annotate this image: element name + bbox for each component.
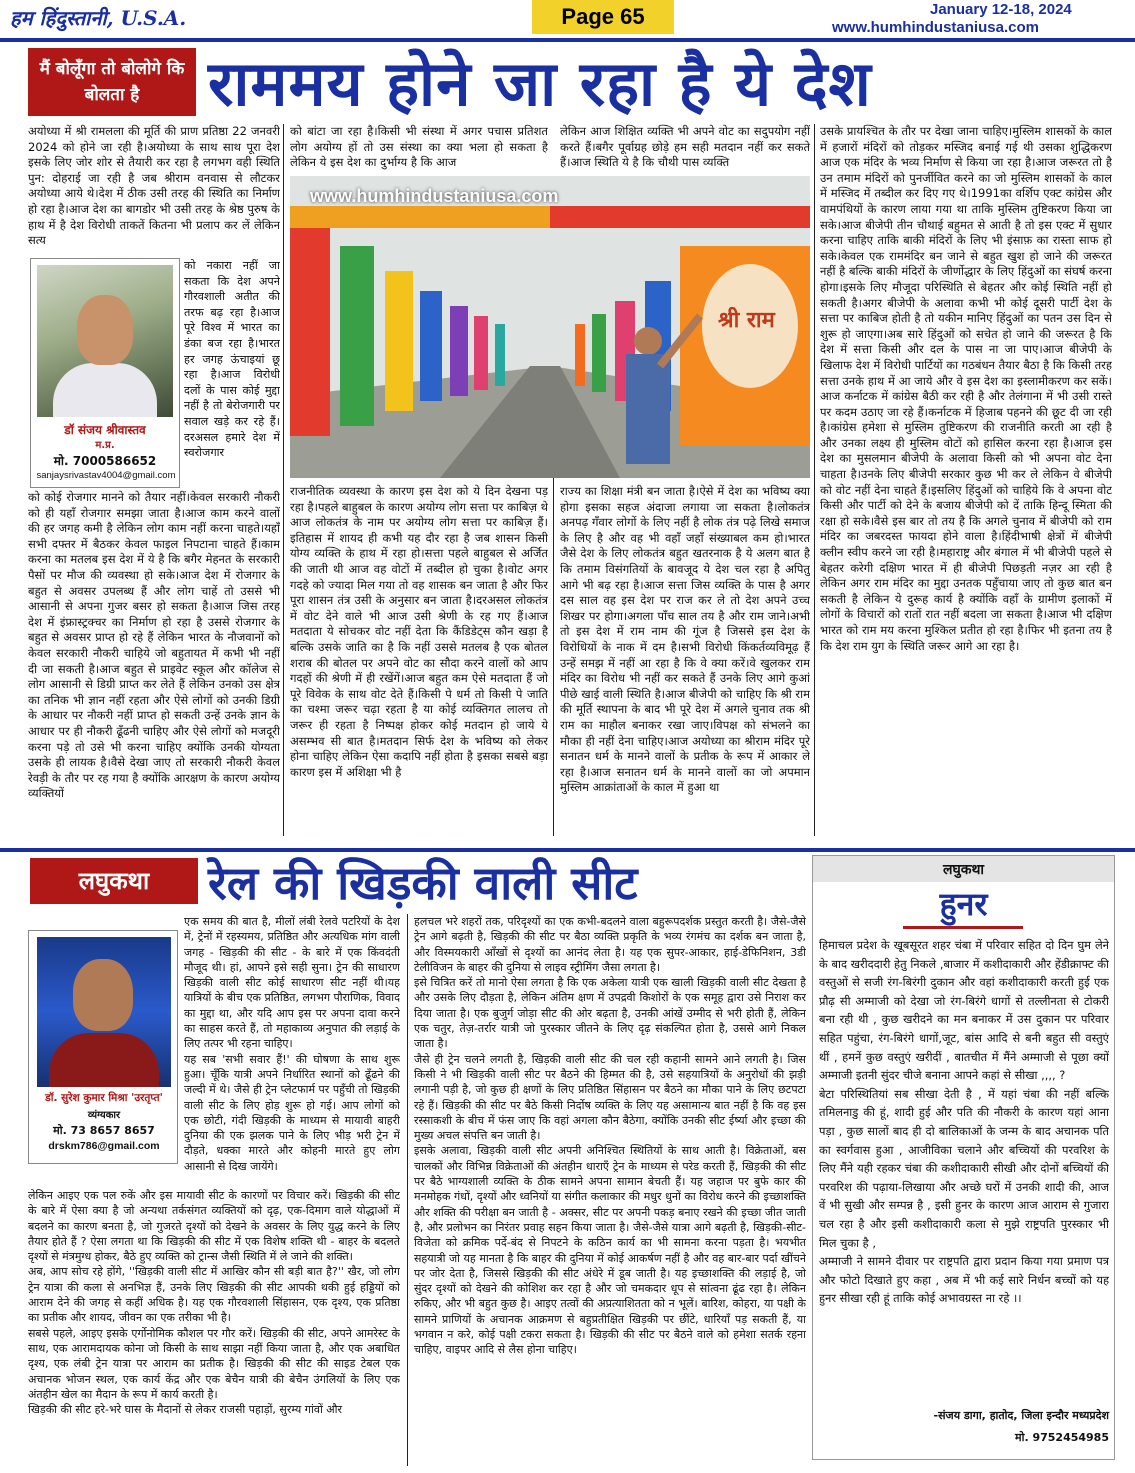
photo-sign-text: श्री राम [718, 308, 775, 333]
story2-col2: हलचल भरे शहरों तक, परिदृश्यों का एक कभी-बदलने वाला बहुरूपदर्शक प्रस्तुत करती है। जैसे-जैसे ट्रेन आगे बढ़ती है, खिड़की की सीट पर बैठा व्यक्ति प्रकृति के भव्य रंगमंच का दर्शक बन जाता है, और विस्मयकारी आँखों से दृश्यों का आनंद लेता है। यह एक सुपर-आकार, हाई-डेफिनिशन, 3डी टेलीविजन के बाहर की दुनिया से लाइव स्ट्रीमिंग जैसा लगता है। इसे चित्रित करें तो मानो ऐसा लगता है कि एक अकेला यात्री एक खाली खिड़की वाली सीट देखता है और उसके लिए दौड़ता है, लेकिन अंतिम क्षण में उपद्रवी किशोरों के एक समूह द्वारा उसे निराश कर दिया जाता है। एक बुजुर्ग जोड़ा सीट की ओर बढ़ता है, उनकी आंखें उम्मीद से भरी होती हैं, लेकिन एक चतुर, तेज़-तर्रार यात्री जो पुरस्कार जीतने के लिए दृढ़ संकल्पित होता है, उससे आगे निकल जाता है। जैसे ही ट्रेन चलने लगती है, खिड़की वाली सीट की चल रही कहानी सामने आने लगती है। जिस किसी ने भी खिड़की वाली सीट पर बैठने की हिम्मत की है, उसे सहयात्रियों के अनुरोधों की झड़ी लगानी पड़ी है, जो कुछ ही क्षणों के लिए प्रतिष्ठित सिंहासन पर बैठने का मौका पाने के लिए छटपटा रहे हैं। खिड़की की सीट पर बैठे किसी निर्दोष व्यक्ति के लिए यह असामान्य बात नहीं है कि वह इस रस्साकशी के बीच में फंस जाए कि वहां अगला कौन बैठेगा, क्योंकि उनकी सीट ईर्ष्या और इच्छा की मुख्य अचल संपत्ति बन जाती है। इसके अलावा, खिड़की वाली सीट अपनी अनिश्चित स्थितियों के साथ आती है। विक्रेताओं, बस चालकों और विभिन्न विक्रेताओं की अंतहीन धाराएँ ट्रेन के माध्यम से परेड करती हैं, खिड़की की सीट पर बैठे भाग्यशाली व्यक्ति के ठीक सामने अपना सामान बेचती हैं। यह जहाज पर बुफे कार की मनमोहक गंधों, दृश्यों और ध्वनियों या संगीत कलाकार की मधुर धुनों का विरोध करने की इच्छाशक्ति और शक्ति की परीक्षा बन जाती है - अक्सर, सीट पर अपनी पकड़ बनाए रखने की इच्छा जीत जाती है, और प्रलोभन का निरंतर प्रवाह सहन किया जाता है। जैसे-जैसे यात्रा आगे बढ़ती है, खिड़की-सीट-विजेता को क्रमिक पर्दे-बंद से निपटने के कठिन कार्य का भी सामना करना पड़ता है। भयभीत सहयात्री जो यह मानता है कि बाहर की दुनिया में कोई आकर्षण नहीं है और वह बार-बार पर्दा खींचने पर जोर देता है, जिससे खिड़की की सीट अंधेरे में डूब जाती है। यह इच्छाशक्ति की लड़ाई है, जो सुंदर दृश्यों को देखने की कोशिश कर रहा है और जो चमकदार धूप से सांत्वना ढूंढ रहा है। लेकिन रुकिए, और भी बहुत कुछ है। आइए तत्वों की अप्रत्याशितता को न भूलें। बारिश, कोहरा, या पक्षी के सामने प्राणियों के अचानक आक्रमण से बहुप्रतीक्षित खिड़की पर छींटे, धारियाँ पड़ सकती हैं, या भगवान न करे, कोई पक्षी टकरा सकता है। खिड़की की सीट पर बैठने वाले को हमेशा सतर्क रहना चाहिए, वाइपर आदि से लैस होना चाहिए। [414, 915, 806, 1357]
side-signature: -संजय डागा, हातोद, जिला इन्दौर मध्यप्रदेश [933, 1409, 1109, 1422]
story1-col1-bottom: को कोई रोजगार मानने को तैयार नहीं।केवल सरकारी नौकरी को ही यहाँ रोजगार समझा जाता है।आज काम करने वालों की हर जगह कमी है लेकिन लोग काम नहीं करना चाहते।यहाँ सभी दफ्तर में बैठकर केवल फाइल निपटाना चाहते हैं।काम करना का मतलब इस देश में ये है कि बगैर मेहनत के सरकारी पैसों पर मौज की व्यवस्था हो सके।आज देश में रोजगार के बहुत से अवसर उपलब्ध हैं और लोग चाहें तो उससे भी आसानी से अपना गुजर बसर हो सकता है।आज जिस तरह देश में इंफ्रास्ट्रक्चर का निर्माण हो रहा है उससे रोजगार के बहुत से अवसर प्राप्त हो रहे हैं लेकिन भारत के नौजवानों को केवल सरकारी नौकरी चाहिये जो बहुतायत में कभी भी नहीं दी जा सकती है।आज बहुत से प्राइवेट स्कूल और कॉलेज से लोग आसानी से डिग्री प्राप्त कर लेते हैं लेकिन उनको उस क्षेत्र का तनिक भी ज्ञान नहीं रहता और ऐसे लोगों को उनकी डिग्री के आधार पर नौकरी नहीं प्राप्त हो सकती उन्हें उनके ज्ञान के आधार पर ही नौकरी ढूँढनी चाहिए और ऐसे लोगों को मजदूरी करना पड़े तो उसे भी करना चाहिए क्योंकि उनकी योग्यता उसके ही लायक है।वैसे देखा जाए तो सरकारी नौकरी केवल रेवड़ी के तौर पर रह गया है क्योंकि आरक्षण के कारण अयोग्य व्यक्तियों [28, 490, 280, 801]
author-phone: मो. 7000586652 [53, 454, 157, 468]
header-rule [0, 38, 1135, 42]
paper-name: हम हिंदुस्तानी, U.S.A. [10, 6, 187, 30]
column-divider [283, 124, 284, 836]
side-story-box [812, 855, 1115, 1460]
author-location: म.प्र. [95, 440, 115, 451]
side-tag: लघुकथा [942, 862, 985, 878]
author-name: डॉ संजय श्रीवास्तव [64, 423, 146, 437]
story2-col1-bottom: लेकिन आइए एक पल रुकें और इस मायावी सीट के कारणों पर विचार करें। खिड़की की सीट के बारे में ऐसा क्या है जो अन्यथा तर्कसंगत व्यक्तियों को दृढ़, एक-दिमाग वाले योद्धाओं में बदलने का कारण बनता है, जो गुजरते दृश्यों को देखने के अवसर के लिए युद्ध करने के लिए तैयार होते हैं ? ऐसा लगता था कि खिड़की की सीट में एक विशेष शक्ति थी - बाहर के बदलते दृश्यों से मंत्रमुग्ध होकर, बैठे हुए व्यक्ति को ट्रान्स जैसी स्थिति में ले जाने की शक्ति। अब, आप सोच रहे होंगे, ''खिड़की वाली सीट में आखिर कौन सी बड़ी बात है?'' खैर, जो लोग ट्रेन यात्रा की कला से अनभिज्ञ हैं, उनके लिए खिड़की की सीट आपकी थकी हुई हड्डियों को आराम देने की जगह से कहीं अधिक है। यह एक गौरवशाली सिंहासन, एक दृश्य, एक प्रतिष्ठा का प्रतीक और शायद, जीवन का एक तरीका भी है। सबसे पहले, आइए इसके एर्गोनोमिक कौशल पर गौर करें। खिड़की की सीट, अपने आमरेस्ट के साथ, एक आरामदायक कोना जो किसी के साथ साझा नहीं किया जाता है, और एक अबाधित दृश्य, एक लंबी ट्रेन यात्रा पर आराम का प्रतीक है। खिड़की की सीट की साइड टेबल एक अचानक भोजन स्थल, एक कार्य केंद्र और एक बेचैन यात्री की बेचैन उंगलियों के लिए एक अंतहीन खेल का मैदान के रूप में कार्य करती है। खिड़की की सीट हरे-भरे घास के मैदानों से लेकर राजसी पहाड़ों, सुरम्य गांवों और [28, 1189, 400, 1417]
story2-col1-top: एक समय की बात है, मीलों लंबी रेलवे पटरियों के देश में, ट्रेनों में रहस्यमय, प्रतिष्ठित और अत्यधिक मांग वाली जगह - खिड़की की सीट - के बारे में एक किंवदंती मौजूद थी। हां, आपने इसे सही सुना। ट्रेन की साधारण खिड़की वाली सीट कोई साधारण सीट नहीं थी।यह यात्रियों के बीच एक प्रतिष्ठित, लगभग पौराणिक, विवाद का मुद्दा था, और यदि आप इस पर अपना दावा करने का साहस करते हैं, तो महाकाव्य अनुपात की लड़ाई के लिए तत्पर भी रहना चाहिए। यह सब 'सभी सवार हैं!' की घोषणा के साथ शुरू हुआ। चूँकि यात्री अपने निर्धारित स्थानों को ढूँढने की जल्दी में थे। जैसे ही ट्रेन प्लेटफार्म पर पहुँची तो खिड़की वाली सीट के लिए होड़ शुरू हो गई। आप लोगों को एक छोटी, गंदी खिड़की के माध्यम से मायावी बाहरी दुनिया की एक झलक पाने के लिए भीड़ भरी ट्रेन में दौड़ते, धक्का मारते और कोहनी मारते हुए लोग आसानी से दिख जायेंगे। [184, 915, 400, 1173]
author-email[interactable]: sanjaysrivastav4004@gmail.com [36, 470, 176, 481]
story1-col4: उसके प्रायश्चित के तौर पर देखा जाना चाहिए।मुस्लिम शासकों के काल में हजारों मंदिरों को तोड़कर मस्जिद बनाई गई थी उसका शुद्धिकरण आज एक मंदिर के भव्य निर्माण से किया जा रहा है।आज जरूरत तो है उन तमाम मंदिरों को पुनर्जीवित करने का जो मुस्लिम शासकों के काल में मस्जिद में तब्दील कर दिए गए थे।1991का वर्शिप एक्ट कांग्रेस और वामपंथियों के कारण लाया गया था ताकि मुस्लिम तुष्टिकरण किया जा सके।आज बीजेपी तीन चौथाई बहुमत से आती है तो इस एक्ट में सुधार करना चाहिए ताकि बाकी मंदिरों के लिए भी इंसाफ़ का रास्ता साफ हो सके।केवल एक राममंदिर बन जाने से बहुत खुश हो जाने की जरूरत नहीं है बल्कि बाकी मंदिरों के जीर्णोद्धार के लिए हिंदुओं का संघर्ष करना होगा।इसके लिए मौजूदा परिस्थिति से बेहतर और कोई स्थिति नहीं हो सकती है।अगर बीजेपी के अलावा कभी भी कोई दूसरी पार्टी देश के सत्ता पर काबिज होती है तो यकीन मानिए हिंदुओं का पतन उस दिन से शुरू हो जाएगा।अब सारे हिंदुओं को सचेत हो जाने की जरूरत है कि देश में सत्ता किसी और दल के पास ना जा पाए।आज बीजेपी के खिलाफ देश में विरोधी पार्टियों का गठबंधन तैयार बैठा है कि किसी तरह सत्ता उनके हाथ में आ जाये और वे इस देश का इस्लामीकरण कर सकें।आज कर्नाटक में कांग्रेस बैठी कर रही है और तेलंगाना में भी उसी रास्ते पर कदम उठाए जा रहे हैं।कर्नाटक में हिजाब पहनने की छूट दी जा रही है।कांग्रेस हमेशा से मुस्लिम तुष्टिकरण की राजनीति करती आ रही है और उनका लक्ष्य ही मुस्लिम वोटों को हासिल करना रहा है।आज इस देश का मुसलमान बीजेपी के अलावा किसी को भी अपना वोट देना चाहता है।उनके लिए बीजेपी सरकार कुछ भी कर ले लेकिन वे बीजेपी को वोट नहीं देना चाहते हैं।इसलिए हिंदुओं को चाहिये कि वे अपना वोट किसी और पार्टी को देने के बजाय बीजेपी को दें ताकि हिन्दू स्मिता की रक्षा हो सके।वैसे इस बार तो तय है कि अगले चुनाव में बीजेपी को राम मंदिर का जबरदस्त फायदा होने वाला है।हिंदीभाषी क्षेत्रों में बीजेपी क्लीन स्वीप करने जा रही है।महाराष्ट्र और बंगाल में भी बीजेपी पहले से बेहतर करेगी दक्षिण भारत में ही बीजेपी पिछड़ती नज़र आ रही है लेकिन अगर राम मंदिर का मुद्दा उनतक पहुँचाया जाए तो कुछ बात बन सकती है लेकिन ये दुरूह कार्य है क्योंकि वहाँ के ग्रामीण इलाकों में लोगों के विचारों को रातों रात नहीं बदला जा सकता है।आज भी दक्षिण भारत को राम मय करना मुश्किल प्रतीत हो रहा है।फिर भी इतना तय है कि देश राम युग के स्थिति जरूर आगे आ रहा है। [820, 124, 1112, 653]
column-divider [553, 478, 554, 836]
issue-date: January 12-18, 2024 [930, 1, 1072, 18]
main-headline: राममय होने जा रहा है ये देश [208, 47, 872, 120]
author-photo [37, 265, 173, 417]
story1-col1-side: को नकारा नहीं जा सकता कि देश अपने गौरवशाली अतीत की तरफ बढ़ रहा है।आज पूरे विश्व में भारत का डंका बज रहा है।भारत हर जगह ऊंचाइयां छू रहा है।आज विरोधी दलों के पास कोई मुद्दा नहीं है तो बेरोजगारी पर सवाल खड़े कर रहे हैं।दरअसल हमारे देश में स्वरोजगार [184, 259, 280, 460]
author2-photo [37, 937, 171, 1087]
page-number: Page 65 [532, 0, 674, 34]
author-card [30, 258, 180, 488]
author2-face [73, 959, 133, 1031]
author-face [77, 295, 133, 365]
photo-watermark: www.humhindustaniusa.com [310, 186, 559, 206]
side-mobile: मो. 9752454985 [1015, 1431, 1109, 1444]
author2-shirt [49, 1033, 159, 1087]
column-tag: मैं बोलूँगा तो बोलोगे कि बोलता है [28, 48, 196, 116]
news-photo [290, 176, 810, 478]
column-divider [407, 914, 408, 1466]
author2-name: डॉ. सुरेश कुमार मिश्रा 'उरतृप्त' [45, 1092, 163, 1104]
side-story-text: हिमाचल प्रदेश के खूबसूरत शहर चंबा में परिवार सहित दो दिन घुम लेने के बाद खरीददारी हेतु निकले ,बाजार में कशीदाकारी और हेंडीक्राफ्ट की वस्तुओं से सजी रंग-बिरंगी दुकान और वहां कशीदाकारी करती हुई एक प्रौढ़ सी अम्माजी को देखा जो रंग-बिरंगे धागों से तल्लीनता से टोकरी बना रही थी , कुछ खरीदने का मन बनाकर में उस दुकान पर परिवार सहित पहुंचा, रंग-बिरंगे धागों,जूट, बांस आदि से बनी बहुत सी वस्तुएं थीं , हमनें कुछ वस्तुएं खरीदीं , बातचीत में मैंने अम्माजी से पूछा क्यों अम्माजी इतनी सुंदर चीजे बनाना आपने कहां से सीखा ,,,, ? बेटा परिस्थितियां सब सीखा देती है , में यहां चंबा की नहीं बल्कि तमिलनाडु की हूं, शादी हुई और पति की नौकरी के कारण यहां आना पड़ा , कुछ सालों बाद ही दो बालिकाओं के जन्म के बाद अचानक पति का स्वर्गवास हुआ , आजीविका चलाने और बच्चियों की परवरिश के लिए मैंने यही रहकर चंबा की कशीदाकारी सीखी और दोनों बच्चियों की परवरिश की पढ़ाया-लिखाया और अच्छे घरों में उनकी शादी की, आज वें भी सुखी और सम्पन्न है , इसी हुनर के कारण आज आराम से गुजारा चल रहा है और इसी कशीदाकारी कला से मुझे राष्ट्रपति पुरस्कार भी मिल चुका है , अम्माजी ने सामने दीवार पर राष्ट्रपति द्वारा प्रदान किया गया प्रमाण पत्र और फोटो दिखाते हुए कहा , अब में भी कई सारे निर्धन बच्चों को यह हुनर सीखा रही हूं ताकि कोई अभावग्रस्त ना रहे ।। [819, 938, 1109, 1306]
author-shirt [53, 363, 157, 417]
story2-headline: रेल की खिड़की वाली सीट [208, 856, 638, 910]
story1-col2-bottom: राजनीतिक व्यवस्था के कारण इस देश को ये दिन देखना पड़ रहा है।पहले बाहुबल के कारण अयोग्य लोग सत्ता पर काबिज़ थे आज लोकतंत्र के नाम पर अयोग्य लोग सत्ता पर काबिज़ हैं।इतिहास में शायद ही कभी यह दौर रहा है जब शासन किसी योग्य व्यक्ति के हाथ में रहा हो।सत्ता पहले बाहुबल से अर्जित की जाती थी आज वह वोटों में तब्दील हो चुका है।वोट अगर गदहे को ज्यादा मिल गया तो वह शासक बन जाता है और फिर पूरा शासन तंत्र उसी के अनुसार बन जाता है।दरअसल लोकतंत्र में वोट देने वाले भी आज उसी श्रेणी के रह गए हैं।आज मतदाता ये सोचकर वोट नहीं देता कि कैंडिडेट्स कौन खड़ा है बल्कि उसके जाति का है कि नहीं उससे मतलब है एक बोतल शराब की बोतल पर अपने वोट का सौदा करने वालों को आप गदहों की श्रेणी में ही रखेंगें।आज बहुत कम ऐसे मतदाता हैं जो पूरे विवेक के साथ वोट देते हैं।किसी पे धर्म तो किसी पे जाति का चश्मा जरूर चढ़ा रहता है या कोई व्यक्तिगत लालच तो जरूर ही रहता है निष्पक्ष होकर कोई मतदान हो जाये ये असम्भव सी बात है।मतदान सिर्फ देश के भविष्य को लेकर होना चाहिए लेकिन ऐसा कदापि नहीं होता है इसका सबसे बड़ा कारण इस में अशिक्षा भी है [290, 484, 548, 779]
story1-col2-top: को बांटा जा रहा है।किसी भी संस्था में अगर पचास प्रतिशत लोग अयोग्य हों तो उस संस्था का क्या भला हो सकता है लेकिन ये इस देश का दुर्भाग्य है कि आज [290, 124, 548, 170]
website-link[interactable]: www.humhindustaniusa.com [832, 19, 1039, 36]
side-underline [903, 926, 1023, 929]
author2-phone: मो. 73 8657 8657 [53, 1124, 155, 1137]
story2-tag: लघुकथा [30, 858, 198, 904]
story1-col3-bottom: राज्य का शिक्षा मंत्री बन जाता है।ऐसे में देश का भविष्य क्या होगा इसका सहज अंदाजा लगाया जा सकता है।लोकतंत्र अनपढ़ गँवार लोगों के लिए नहीं है लोक तंत्र पढ़े लिखे समाज के लिए है और वह भी वहाँ जहाँ संख्याबल कम हो।भारत जैसे देश के लिए लोकतंत्र बहुत खतरनाक है ये अलग बात है कि तमाम विसंगतियों के बावजूद ये देश चल रहा है अपितु आगे भी बढ़ रहा है।आज सत्ता जिस व्यक्ति के पास है अगर दस साल वह इस देश पर राज कर ले तो देश अपने उच्च शिखर पर होगा।अगला पाँच साल तय है और राम जाने।अभी तो इस देश में राम नाम की गूंज है जिससे इस देश के विरोधियों के नाक में दम है।सभी विरोधी किंकर्तव्यविमूढ़ हैं उन्हें समझ में नहीं आ रहा है कि वे क्या करें।वे खुलकर राम मंदिर का विरोध भी नहीं कर सकते हैं उनके लिए आगे कुआं पीछे खाई वाली स्थिति है।आज बीजेपी को चाहिए कि श्री राम की मूर्ति स्थापना के बाद भी पूरे देश में अगले चुनाव तक श्री राम का माहौल बनाकर रखा जाए।विपक्ष को संभलने का मौका ही नहीं देना चाहिए।आज अयोध्या का श्रीराम मंदिर पूरे सनातन धर्म के मानने वालों के प्रतीक के रूप में आकार ले रहा है।आज सनातन धर्म के मानने वालों का जो अपमान मुस्लिम आक्रांताओं के काल में हुआ था [560, 484, 810, 795]
column-divider [814, 124, 815, 836]
side-headline: हुनर [939, 885, 988, 923]
author2-role: व्यंग्यकार [87, 1110, 121, 1121]
author2-email[interactable]: drskm786@gmail.com [48, 1140, 160, 1152]
author2-card [28, 930, 178, 1164]
story1-col1-top: अयोध्या में श्री रामलला की मूर्ति की प्राण प्रतिष्ठा 22 जनवरी 2024 को होने जा रही है।अयोध्या के साथ साथ पूरा देश इसके लिए जोर शोर से तैयारी कर रहा है लगभग वही स्थिति पुन: दोहराई जा रही है जब श्रीराम वनवास से लौटकर अयोध्या आये थे।देश में ठीक उसी तरह की स्थिति का निर्माण हो रहा है।आज देश का बागडोर भी उसी तरह के श्रेष्ठ पुरुष के हाथ में है देश विरोधी ताकतें कितना भी प्रलाप कर लें लेकिन सत्य [28, 124, 280, 248]
story1-col3-top: लेकिन आज शिक्षित व्यक्ति भी अपने वोट का सदुपयोग नहीं करते हैं।बगैर पूर्वाग्रह छोड़े हम सही मतदान नहीं कर सकते हैं।आज स्थिति ये है कि चौथी पास व्यक्ति [560, 124, 810, 170]
